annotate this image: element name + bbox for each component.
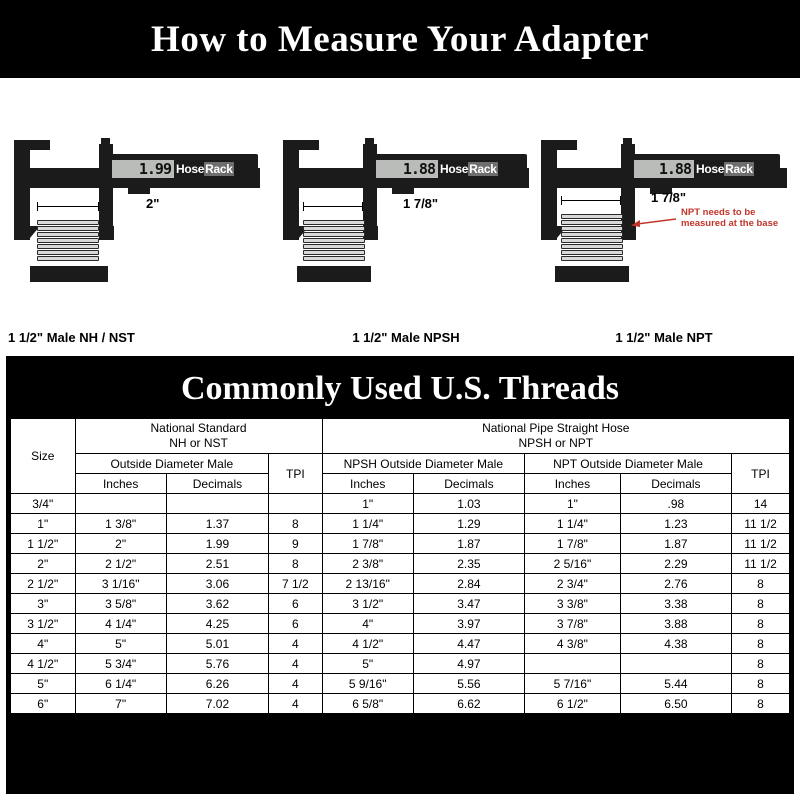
header-size: Size — [11, 419, 76, 494]
cell-size: 4" — [11, 634, 76, 654]
diagram-nh-nst — [6, 130, 268, 345]
cell-nh-decimals: 6.26 — [166, 674, 268, 694]
cell-npt-tpi: 14 — [732, 494, 790, 514]
table-row — [11, 554, 790, 574]
cell-nh-inches: 5" — [75, 634, 166, 654]
cell-size: 5" — [11, 674, 76, 694]
brand-logo — [696, 160, 776, 178]
cell-size: 3 1/2" — [11, 614, 76, 634]
cell-npt-tpi: 8 — [732, 574, 790, 594]
cell-nh-tpi: 6 — [269, 614, 322, 634]
cell-nh-tpi: 7 1/2 — [269, 574, 322, 594]
cell-nh-inches: 5 3/4" — [75, 654, 166, 674]
cell-npt-decimals: 1.23 — [620, 514, 731, 534]
measure-label: 1 7/8" — [651, 190, 687, 205]
caliper-thumbwheel — [392, 186, 414, 194]
cell-nh-tpi: 6 — [269, 594, 322, 614]
cell-npsh-decimals: 4.97 — [413, 654, 524, 674]
cell-npt-decimals: 3.38 — [620, 594, 731, 614]
header-group-nh-line2: NH or NST — [169, 436, 228, 450]
cell-npt-inches: 1" — [525, 494, 621, 514]
table-row — [11, 694, 790, 714]
cell-nh-tpi: 8 — [269, 554, 322, 574]
header-group-npsh-line2: NPSH or NPT — [518, 436, 594, 450]
cell-nh-inches: 3 5/8" — [75, 594, 166, 614]
cell-npt-tpi: 8 — [732, 594, 790, 614]
cell-npsh-inches: 3 1/2" — [322, 594, 413, 614]
caliper-sliding-jaw-top — [623, 138, 632, 150]
caliper-fixed-jaw-top — [30, 140, 50, 150]
header-npt-inches: Inches — [525, 474, 621, 494]
table-header-row-units — [11, 474, 790, 494]
header-nh-decimals: Decimals — [166, 474, 268, 494]
cell-size: 4 1/2" — [11, 654, 76, 674]
cell-npt-decimals: .98 — [620, 494, 731, 514]
caliper-sliding-jaw-top — [101, 138, 110, 150]
table-header-row-groups — [11, 419, 790, 454]
header-npsh-inches: Inches — [322, 474, 413, 494]
cell-npt-inches: 1 1/4" — [525, 514, 621, 534]
header-npt-tpi: TPI — [732, 454, 790, 494]
diagram-npt — [533, 130, 795, 345]
cell-size: 6" — [11, 694, 76, 714]
cell-nh-decimals: 7.02 — [166, 694, 268, 714]
header-group-nh-line1: National Standard — [150, 421, 247, 435]
brand-logo — [176, 160, 256, 178]
cell-nh-decimals: 3.06 — [166, 574, 268, 594]
table-row — [11, 654, 790, 674]
page-title: How to Measure Your Adapter — [151, 18, 649, 60]
cell-npsh-inches: 5" — [322, 654, 413, 674]
caliper-thumbwheel — [128, 186, 150, 194]
cell-npsh-inches: 5 9/16" — [322, 674, 413, 694]
cell-npt-decimals: 1.87 — [620, 534, 731, 554]
header-npsh-decimals: Decimals — [413, 474, 524, 494]
cell-size: 2" — [11, 554, 76, 574]
cell-nh-tpi: 4 — [269, 634, 322, 654]
cell-npt-inches: 3 7/8" — [525, 614, 621, 634]
cell-npsh-decimals: 1.29 — [413, 514, 524, 534]
measure-tick-right — [620, 196, 621, 205]
cell-size: 1" — [11, 514, 76, 534]
cell-npt-decimals: 2.29 — [620, 554, 731, 574]
adapter-threads — [561, 214, 623, 262]
cell-npt-tpi: 11 1/2 — [732, 534, 790, 554]
cell-npt-inches: 6 1/2" — [525, 694, 621, 714]
cell-npt-decimals: 5.44 — [620, 674, 731, 694]
cell-nh-tpi — [269, 494, 322, 514]
header-group-npsh-line1: National Pipe Straight Hose — [482, 421, 630, 435]
cell-nh-decimals: 5.01 — [166, 634, 268, 654]
cell-nh-inches: 7" — [75, 694, 166, 714]
header-group-npsh — [322, 419, 789, 454]
diagram-npsh — [275, 130, 537, 345]
cell-npsh-decimals: 2.35 — [413, 554, 524, 574]
measure-label: 1 7/8" — [403, 196, 439, 211]
caliper-fixed-jaw — [14, 140, 30, 240]
brand-hose-text: Hose — [176, 162, 205, 176]
caliper-reading: 1.88 — [658, 160, 691, 178]
cell-npsh-decimals: 1.03 — [413, 494, 524, 514]
cell-nh-tpi: 4 — [269, 694, 322, 714]
cell-nh-inches: 6 1/4" — [75, 674, 166, 694]
table-row — [11, 634, 790, 654]
cell-npt-tpi: 8 — [732, 674, 790, 694]
cell-size: 2 1/2" — [11, 574, 76, 594]
cell-size: 3" — [11, 594, 76, 614]
cell-npt-decimals: 2.76 — [620, 574, 731, 594]
cell-nh-tpi: 8 — [269, 514, 322, 534]
cell-nh-decimals: 1.37 — [166, 514, 268, 534]
caliper-lcd — [634, 160, 694, 178]
cell-npsh-decimals: 6.62 — [413, 694, 524, 714]
cell-npsh-inches: 1 7/8" — [322, 534, 413, 554]
cell-npsh-decimals: 1.87 — [413, 534, 524, 554]
adapter-base — [30, 266, 108, 282]
caliper-fixed-jaw — [541, 140, 557, 240]
header-nh-tpi: TPI — [269, 454, 322, 494]
cell-nh-inches: 3 1/16" — [75, 574, 166, 594]
cell-nh-tpi: 4 — [269, 654, 322, 674]
cell-npt-inches: 2 3/4" — [525, 574, 621, 594]
npt-callout-arrow — [629, 216, 677, 228]
header-npt-od: NPT Outside Diameter Male — [525, 454, 732, 474]
diagram-caption: 1 1/2" Male NPT — [615, 330, 713, 345]
diagram-caption: 1 1/2" Male NH / NST — [8, 330, 135, 345]
cell-nh-inches: 2 1/2" — [75, 554, 166, 574]
cell-nh-decimals: 4.25 — [166, 614, 268, 634]
cell-npsh-inches: 1" — [322, 494, 413, 514]
brand-rack-text: Rack — [205, 162, 233, 176]
cell-npt-decimals: 4.38 — [620, 634, 731, 654]
caliper-fixed-jaw-top — [299, 140, 319, 150]
cell-npt-decimals — [620, 654, 731, 674]
cell-npt-tpi: 8 — [732, 634, 790, 654]
header-nh-od: Outside Diameter Male — [75, 454, 269, 474]
table-row — [11, 574, 790, 594]
cell-npt-tpi: 11 1/2 — [732, 554, 790, 574]
cell-nh-decimals: 1.99 — [166, 534, 268, 554]
cell-npsh-decimals: 5.56 — [413, 674, 524, 694]
table-body — [11, 494, 790, 714]
brand-rack-text: Rack — [469, 162, 497, 176]
cell-npsh-inches: 2 13/16" — [322, 574, 413, 594]
table-row — [11, 674, 790, 694]
table-row — [11, 494, 790, 514]
brand-rack-text: Rack — [725, 162, 753, 176]
cell-nh-inches: 1 3/8" — [75, 514, 166, 534]
adapter-base — [297, 266, 371, 282]
brand-hose-text: Hose — [440, 162, 469, 176]
cell-nh-decimals — [166, 494, 268, 514]
threads-table-section — [6, 356, 794, 794]
cell-npt-decimals: 6.50 — [620, 694, 731, 714]
cell-size: 3/4" — [11, 494, 76, 514]
caliper-lcd — [376, 160, 438, 178]
table-row — [11, 514, 790, 534]
cell-npsh-inches: 6 5/8" — [322, 694, 413, 714]
brand-logo — [440, 160, 522, 178]
caliper-reading: 1.88 — [402, 160, 435, 178]
header-banner — [0, 0, 800, 78]
cell-nh-decimals: 3.62 — [166, 594, 268, 614]
caliper-lcd — [112, 160, 174, 178]
cell-nh-inches — [75, 494, 166, 514]
measure-label: 2" — [146, 196, 160, 211]
caliper-fixed-jaw — [283, 140, 299, 240]
caliper-sliding-jaw-top — [365, 138, 374, 150]
cell-nh-tpi: 4 — [269, 674, 322, 694]
measure-line — [303, 206, 362, 207]
diagram-caption: 1 1/2" Male NPSH — [352, 330, 460, 345]
cell-nh-inches: 4 1/4" — [75, 614, 166, 634]
cell-npsh-decimals: 3.97 — [413, 614, 524, 634]
cell-npt-inches: 4 3/8" — [525, 634, 621, 654]
caliper-diagrams — [0, 78, 800, 350]
cell-npsh-decimals: 4.47 — [413, 634, 524, 654]
measure-tick-right — [98, 202, 99, 211]
cell-npt-inches: 1 7/8" — [525, 534, 621, 554]
measure-line — [37, 206, 98, 207]
table-row — [11, 614, 790, 634]
cell-npt-inches: 5 7/16" — [525, 674, 621, 694]
cell-npt-tpi: 8 — [732, 694, 790, 714]
table-title: Commonly Used U.S. Threads — [181, 370, 619, 407]
cell-npt-decimals: 3.88 — [620, 614, 731, 634]
header-npsh-od: NPSH Outside Diameter Male — [322, 454, 525, 474]
cell-npt-tpi: 11 1/2 — [732, 514, 790, 534]
measure-line — [561, 200, 620, 201]
cell-npt-tpi: 8 — [732, 614, 790, 634]
measure-tick-right — [362, 202, 363, 211]
cell-npsh-decimals: 3.47 — [413, 594, 524, 614]
cell-nh-decimals: 5.76 — [166, 654, 268, 674]
threads-table — [10, 418, 790, 714]
cell-nh-inches: 2" — [75, 534, 166, 554]
adapter-base — [555, 266, 629, 282]
cell-npt-inches: 2 5/16" — [525, 554, 621, 574]
cell-npsh-inches: 2 3/8" — [322, 554, 413, 574]
cell-npsh-inches: 1 1/4" — [322, 514, 413, 534]
cell-nh-decimals: 2.51 — [166, 554, 268, 574]
cell-npsh-inches: 4 1/2" — [322, 634, 413, 654]
header-nh-inches: Inches — [75, 474, 166, 494]
cell-npt-inches: 3 3/8" — [525, 594, 621, 614]
header-group-nh — [75, 419, 322, 454]
table-header-row-columns — [11, 454, 790, 474]
adapter-threads — [37, 220, 99, 262]
cell-npt-tpi: 8 — [732, 654, 790, 674]
caliper-fixed-jaw-top — [557, 140, 577, 150]
caliper-reading: 1.99 — [138, 160, 171, 178]
cell-npsh-inches: 4" — [322, 614, 413, 634]
adapter-threads — [303, 220, 365, 262]
npt-note: NPT needs to be measured at the base — [681, 207, 779, 229]
cell-size: 1 1/2" — [11, 534, 76, 554]
cell-nh-tpi: 9 — [269, 534, 322, 554]
brand-hose-text: Hose — [696, 162, 725, 176]
header-npt-decimals: Decimals — [620, 474, 731, 494]
cell-npt-inches — [525, 654, 621, 674]
table-row — [11, 594, 790, 614]
table-row — [11, 534, 790, 554]
cell-npsh-decimals: 2.84 — [413, 574, 524, 594]
